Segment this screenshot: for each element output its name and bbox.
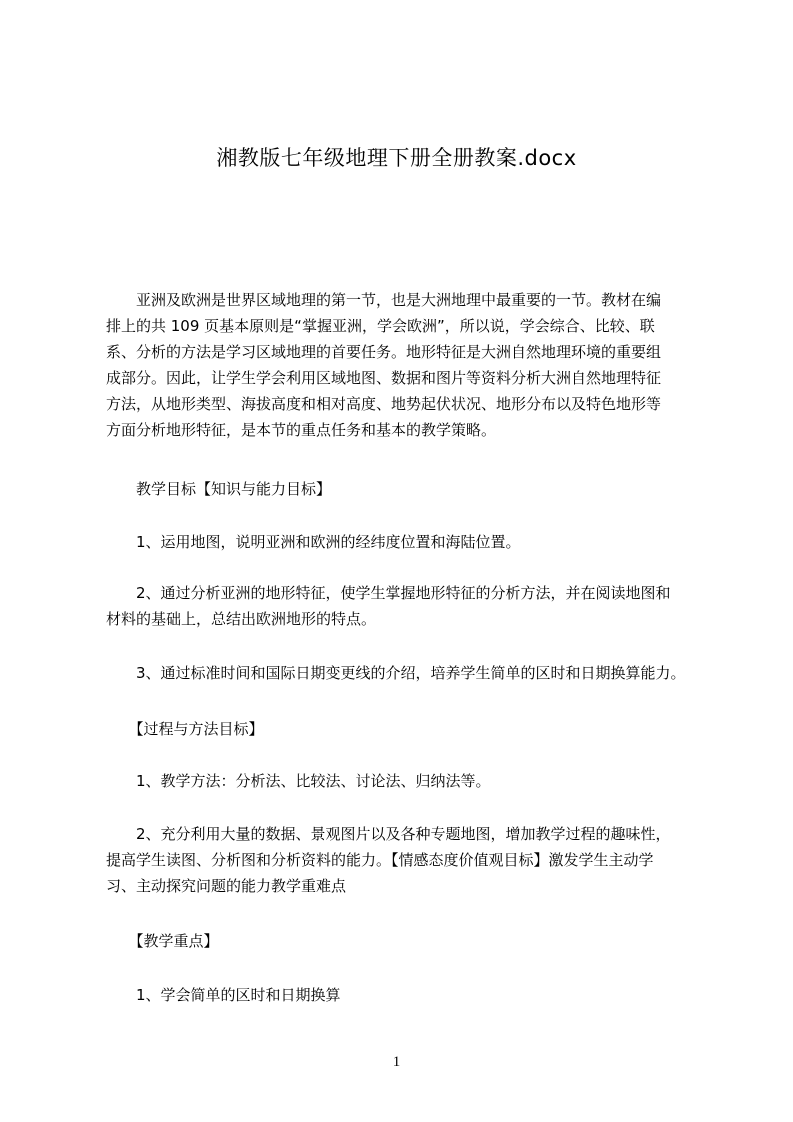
objective-2-line: 材料的基础上，总结出欧洲地形的特点。 <box>106 610 377 628</box>
method-1 <box>106 768 716 794</box>
intro-line: 成部分。因此，让学生学会利用区域地图、数据和图片等资料分析大洲自然地理特征 <box>106 369 662 387</box>
method-2-line: 习、主动探究问题的能力教学重难点 <box>106 877 347 895</box>
objective-1 <box>106 529 716 555</box>
objective-3-text: 3、通过标准时间和国际日期变更线的介绍，培养学生简单的区时和日期换算能力。 <box>106 664 686 682</box>
objective-3 <box>106 660 716 686</box>
intro-paragraph <box>106 287 716 443</box>
key-heading-text: 【教学重点】 <box>106 932 219 950</box>
process-heading-text: 【过程与方法目标】 <box>106 720 264 738</box>
page-number: 1 <box>392 1054 401 1070</box>
document-title: 湘教版七年级地理下册全册教案.docx <box>216 146 577 170</box>
method-2 <box>106 821 716 899</box>
key-1 <box>106 982 716 1008</box>
method-1-text: 1、教学方法：分析法、比较法、讨论法、归纳法等。 <box>106 772 491 790</box>
objective-2 <box>106 580 716 632</box>
objective-1-text: 1、运用地图，说明亚洲和欧洲的经纬度位置和海陆位置。 <box>106 533 521 551</box>
method-2-line: 2、充分利用大量的数据、景观图片以及各种专题地图，增加教学过程的趣味性， <box>106 825 671 843</box>
method-2-line: 提高学生读图、分析图和分析资料的能力。【情感态度价值观目标】激发学生主动学 <box>106 851 654 869</box>
objective-2-line: 2、通过分析亚洲的地形特征，使学生掌握地形特征的分析方法，并在阅读地图和 <box>106 584 671 602</box>
intro-line: 方面分析地形特征，是本节的重点任务和基本的教学策略。 <box>106 421 497 439</box>
key-1-text: 1、学会简单的区时和日期换算 <box>106 986 341 1004</box>
intro-line: 系、分析的方法是学习区域地理的首要任务。地形特征是大洲自然地理环境的重要组 <box>106 343 662 361</box>
objectives-heading <box>106 476 716 502</box>
intro-line: 方法，从地形类型、海拔高度和相对高度、地势起伏状况、地形分布以及特色地形等 <box>106 395 662 413</box>
intro-line: 亚洲及欧洲是世界区域地理的第一节，也是大洲地理中最重要的一节。教材在编 <box>106 291 662 309</box>
process-heading <box>106 716 716 742</box>
key-heading <box>106 928 716 954</box>
intro-line: 排上的共 109 页基本原则是“掌握亚洲，学会欧洲”，所以说，学会综合、比较、联 <box>106 317 655 335</box>
objectives-heading-text: 教学目标【知识与能力目标】 <box>106 480 332 498</box>
